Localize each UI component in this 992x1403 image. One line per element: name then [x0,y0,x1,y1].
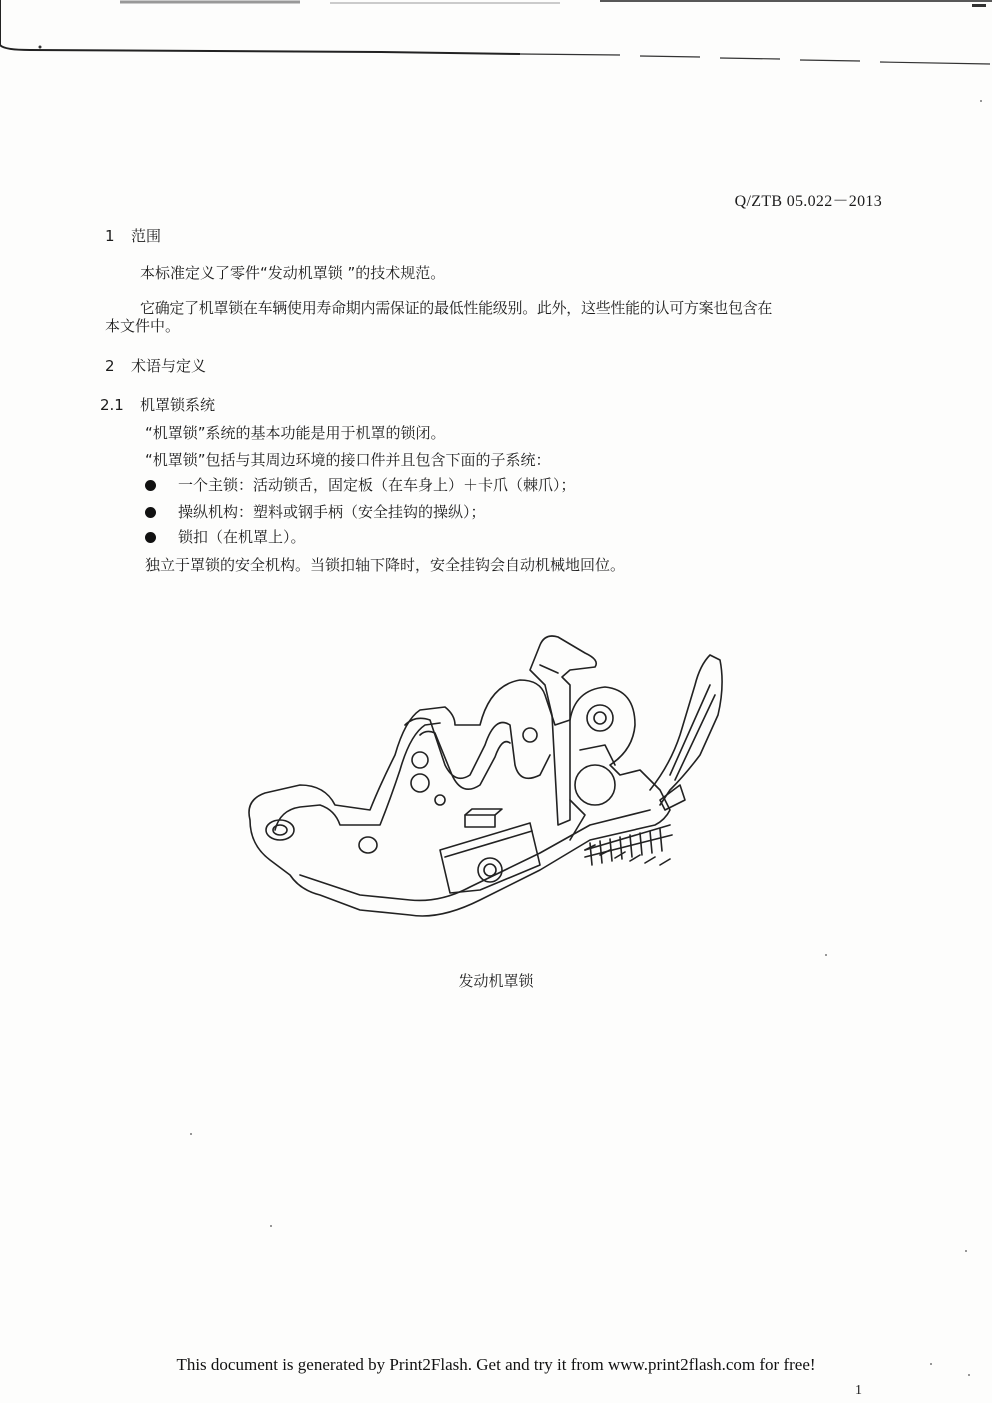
section-1-heading [105,225,161,246]
section-title: 范围 [131,227,162,245]
list-item: 锁扣（在机罩上）。 [145,526,306,547]
scan-speck [825,954,827,956]
bullet-icon [145,532,156,543]
paragraph: 独立于罩锁的安全机构。当锁扣轴下降时，安全挂钩会自动机械地回位。 [145,556,626,574]
scan-speck [965,1250,967,1252]
scan-speck [190,1133,192,1135]
paragraph: “机罩锁”系统的基本功能是用于机罩的锁闭。 [145,424,446,442]
section-title: 术语与定义 [131,357,207,375]
figure-caption: 发动机罩锁 [458,972,534,990]
section-2-heading [105,355,206,376]
paragraph: 本标准定义了零件“发动机罩锁 ”的技术规范。 [140,264,446,282]
paragraph: 本文件中。 [105,317,181,335]
footer-notice: This document is generated by Print2Flash. Get and try it from www.print2flash.com for free! [176,1355,816,1374]
section-number: 2 [105,357,115,375]
bullet-icon [145,507,156,518]
page-number: 1 [855,1383,862,1398]
paragraph: “机罩锁”包括与其周边环境的接口件并且包含下面的子系统： [145,451,551,469]
list-item: 一个主锁：活动锁舌，固定板（在车身上）＋卡爪（棘爪）； [145,474,576,495]
section-title: 机罩锁系统 [140,396,216,414]
section-number: 1 [105,227,115,245]
scan-speck [270,1225,272,1227]
paragraph: 它确定了机罩锁在车辆使用寿命期内需保证的最低性能级别。此外，这些性能的认可方案也包含在 [140,299,773,317]
document-code: Q/ZTB 05.022－2013 [734,193,882,210]
section-2-1-heading [100,394,215,415]
list-item: 操纵机构：塑料或钢手柄（安全挂钩的操纵）； [145,501,486,522]
scan-speck [980,100,982,102]
hood-lock-illustration [240,625,730,935]
bullet-icon [145,480,156,491]
section-number: 2.1 [100,396,124,414]
scan-edge-artifact [0,0,992,70]
